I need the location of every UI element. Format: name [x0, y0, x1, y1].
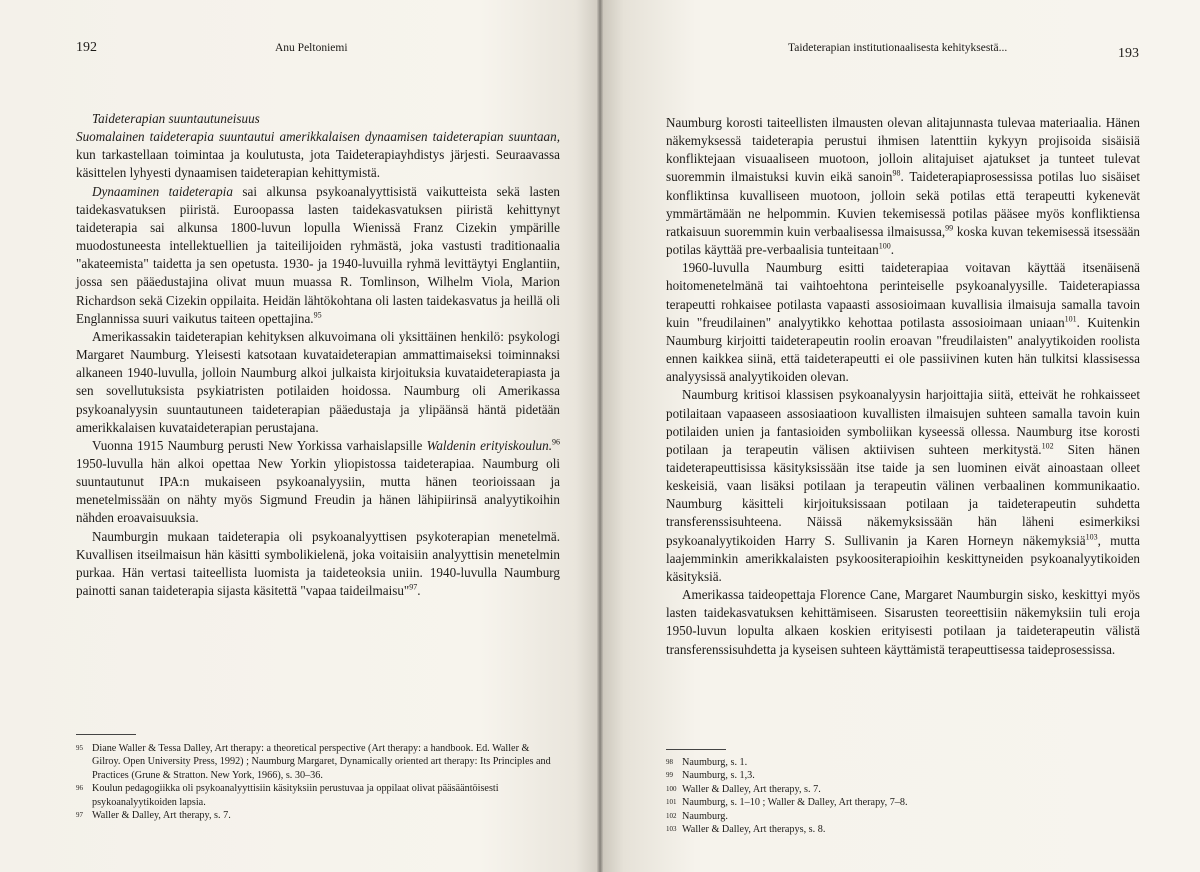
footnote: [76, 809, 560, 822]
paragraph-text: Naumburg kritisoi klassisen psykoanalyysin harjoittajia siitä, etteivät he rohkaisseet potilaitaan vapaaseen assosiaatioon kuvallisten ilmaisujen suhteen samalla tavoin kuin potilaiden unien ja fantasioiden symboliikan kyseessä ollessa. Naumburg itse korosti potilaan ja terapeutin välisen aktiivisen suhteen merkitystä.: [666, 387, 1140, 457]
paragraph: [76, 437, 560, 528]
section-heading: Taideterapian suuntautuneisuus: [92, 111, 260, 126]
page-number: 193: [1118, 46, 1139, 61]
emphasis: Waldenin erityiskoulun.: [426, 437, 552, 453]
paragraph-text: .: [417, 583, 421, 599]
emphasis: Dynaaminen taideterapia: [92, 183, 233, 199]
footnote-number: 96: [76, 784, 83, 793]
footnote-ref[interactable]: 102: [1041, 441, 1054, 451]
footnote-ref[interactable]: 98: [892, 169, 901, 179]
paragraph: [76, 528, 560, 601]
footnote-ref[interactable]: 97: [409, 582, 418, 592]
footnote-divider: [76, 734, 136, 735]
footnote-number: 103: [666, 825, 677, 834]
paragraph-text: 1950-luvulla hän alkoi opettaa New Yorkin yliopistossa taideterapiaa. Naumburg oli suuntautunut IPA:n mukaiseen psykoanalyysiin, mutta hänen teorioissaan ja menetelmissään on nähty myös Sigmund Freudin ja hänen lähipiirinsä analyytikoihin nähden eroavaisuuksia.: [76, 455, 560, 526]
book-gutter: [597, 0, 603, 872]
paragraph-text: kun tarkastellaan toimintaa ja koulutusta, jota Taideterapiayhdistys järjesti. Seuraavassa käsittelen lyhyesti dynaamisen taideterapian kehittymistä.: [76, 147, 560, 181]
footnote-text: Naumburg, s. 1.: [682, 757, 748, 768]
footnote-text: Diane Waller & Tessa Dalley, Art therapy: a theoretical perspective (Art therapy: a handbook. Ed. Waller & Gilroy. Open University Press, 1992) ; Naumburg Margaret, Dynamically oriented art therapy: Its Principles and Practices (Grune & Stratton. New York, 1966), s. 30–36.: [92, 743, 551, 781]
footnote-number: 99: [666, 771, 673, 780]
footnotes: [666, 756, 1140, 836]
footnote-text: Waller & Dalley, Art therapy, s. 7.: [682, 783, 821, 795]
footnote: [666, 796, 1140, 809]
footnote-text: Koulun pedagogiikka oli psykoanalyyttisiin käsityksiin perustuvaa ja oppilaat olivat pääsääntöisesti psykoanalyytikoiden lapsia.: [92, 783, 499, 808]
footnote-ref[interactable]: 99: [945, 223, 954, 233]
footnote-number: 95: [76, 744, 83, 752]
paragraph-text: koska kuvan tekemisessä itsessään potilas käyttää pre-verbaalisia tunteitaan: [666, 223, 1140, 258]
footnote-text: Waller & Dalley, Art therapys, s. 8.: [682, 824, 826, 836]
body-text: [76, 110, 560, 600]
paragraph: [666, 114, 1140, 259]
footnote: [666, 783, 1140, 796]
footnote: [666, 810, 1140, 823]
footnote: [76, 782, 560, 809]
paragraph-text: sai alkunsa psykoanalyyttisistä vaikutteista sekä lasten taidekasvatuksen piiristä. Euroopassa lasten taidekasvatuksen piiristä kehittynyt taideterapia sai alkunsa 1800-luvun lopulla Wienissä Franz Cizekin ympärille muodostuneesta intellektuellien ja taiteilijoiden ryhmästä, joka vastusti traditionaalia "akateemista" taidetta ja sen opetusta. 1930- ja 1940-luvuilla ryhmä levittäytyi Englantiin, jossa sen pääedustajina olivat muun muassa R. Tomlinson, Wilhelm Viola, Marion Richardson sekä Cizekin oppilaita. Heidän lähtökohtana oli lasten taidekasvatus ja heillä oli Englannissa suuri vaikutus taiteen opettajina.: [76, 183, 560, 326]
paragraph-text: . Taideterapiaprosessissa potilas luo sisäiset konfliktinsa kuvalliseen muotoon, jolloin sekä potilas että terapeutti kykenevät ymmärtämään ne helpommin. Kuvien tekemisessä potilas pääsee myös konfliktiensa ratkaisuun suoremmin kuin verbaalisessa ilmaisussa,: [666, 169, 1140, 239]
footnote-text: Naumburg, s. 1–10 ; Waller & Dalley, Art therapy, 7–8.: [682, 797, 908, 809]
footnote-number: 100: [666, 784, 677, 793]
running-head: Taideterapian institutionaalisesta kehityksestä...: [788, 42, 1008, 54]
paragraph-text: Naumburg korosti taiteellisten ilmausten olevan alitajunnasta tulevaa materiaalia. Hänen näkemyksessä taideterapia perustui ihmisen latenttiin kykyyn projisoida sisäisiä konfliktejaan visuaaliseen muotoon, jolloin alitajuiset ajatukset ja tunteet tulevat suoremmin ilmaistuksi kuvin eikä sanoin: [666, 115, 1140, 185]
footnote-number: 97: [76, 811, 83, 820]
footnote-ref[interactable]: 96: [552, 437, 560, 447]
paragraph-text: 1960-luvulla Naumburg esitti taideterapiaa voitavan käyttää itsenäisenä hoitomenetelmänä tai vaihtoehtona perinteiselle psykoanalyysille. Taideterapiassa terapeutti rohkaisee potilasta vapaasti assosioimaan kuvallisia ilmaisuja samalla tavoin kuin "freudilainen" analyytikko kehottaa potilasta assosioimaan uniaan: [666, 260, 1140, 330]
paragraph: Amerikassakin taideterapian kehityksen alkuvoimana oli yksittäinen henkilö: psykologi Margaret Naumburg. Yleisesti katsotaan kuvataideterapian ammattimaiseksi toiminnaksi alkaneen 1940-luvulla, jolloin Naumburg alkoi julkaista kirjoituksia kuvataideterapiasta ja sen sovellutuksista psykiatristen potilaiden hoidossa. Naumburg oli Amerikassa psykoanalyysin suuntautuneen taideterapian pääedustaja ja ylipäänsä häntä pidetään amerikkalaisen kuvataideterapian perustajana.: [76, 328, 560, 435]
footnote-ref[interactable]: 103: [1085, 532, 1098, 542]
paragraph-text: Vuonna 1915 Naumburg perusti New Yorkissa varhaislapsille: [92, 437, 427, 453]
footnote-number: 98: [666, 758, 673, 766]
page-number: 192: [76, 40, 97, 55]
running-head: Anu Peltoniemi: [275, 42, 348, 54]
paragraph-text: Naumburgin mukaan taideterapia oli psykoanalyyttisen psykoterapian menetelmä. Kuvallisen itseilmaisun hän käsitti symbolikielenä, joka voitaisiin analyyttisin menetelmin purkaa. Hän vertasi taiteellista luomista ja taideteoksia uniin. 1940-luvulla Naumburg painotti sanan taideterapia sijasta käsitettä "vapaa taideilmaisu": [76, 528, 560, 599]
footnote: [666, 769, 1140, 782]
paragraph-text: . Kuitenkin Naumburg kirjoitti taideterapeutin roolin eroavan "freudilaisten" analyytikoiden roolista ennen kaikkea siinä, että taideterapeutti ei ole passiivinen kuten hän tulkitsi klassisessa analyysissä analyytikoiden olevan.: [666, 314, 1140, 385]
paragraph-text: , mutta laajemminkin amerikkalaisten psykoositerapioihin keskittyneiden psykoanalyytikoiden käsityksiä.: [666, 532, 1141, 584]
paragraph: [666, 259, 1140, 386]
paragraph: [76, 128, 560, 182]
footnote-divider: [666, 749, 726, 750]
emphasis: Suomalainen taideterapia suuntautui amerikkalaisen dynaamisen taideterapian suuntaan,: [76, 129, 560, 145]
footnote-ref[interactable]: 95: [313, 310, 322, 320]
footnote-text: Naumburg.: [682, 810, 728, 822]
footnote-ref[interactable]: 100: [878, 241, 891, 251]
paragraph: [666, 386, 1140, 586]
paragraph-text: .: [890, 242, 895, 258]
footnote: [666, 823, 1140, 836]
footnote-number: 101: [666, 798, 677, 807]
paragraph-text: Siten hänen taideterapeuttisissa käsityksissään itse taide ja sen luominen eivät ainoastaan olleet keskeisiä, vaan lisäksi potilaan ja terapeutin välinen verbaalinen kommunikaatio. Naumburg käsitteli kirjoituksissaan potilaan ja taideterapeutin suhdetta transferenssisuhteena. Näissä näkemyksissään hän läheni esimerkiksi psykoanalyytikoiden Harry S. Sullivanin ja Karen Horneyn näkemyksiä: [666, 441, 1140, 548]
body-text: [666, 114, 1140, 659]
footnote-text: Waller & Dalley, Art therapy, s. 7.: [92, 810, 231, 822]
footnote: [666, 756, 1140, 769]
footnote-text: Naumburg, s. 1,3.: [682, 770, 755, 782]
footnote-ref[interactable]: 101: [1064, 314, 1077, 324]
footnote-number: 102: [666, 811, 677, 820]
paragraph: Amerikassa taideopettaja Florence Cane, Margaret Naumburgin sisko, keskittyi myös lasten taidekasvatuksen kehittämiseen. Sisarusten teoreettisiin näkemyksiin tuli eroja 1950-luvun lopulta alkaen koskien erityisesti potilaan ja taideterapeutin välistä transferenssisuhdetta ja kyseisen suhteen käyttämistä terapeuttisessa taideprosessissa.: [666, 587, 1140, 657]
paragraph: [76, 183, 560, 328]
footnotes: [76, 742, 560, 822]
footnote: [76, 742, 560, 782]
